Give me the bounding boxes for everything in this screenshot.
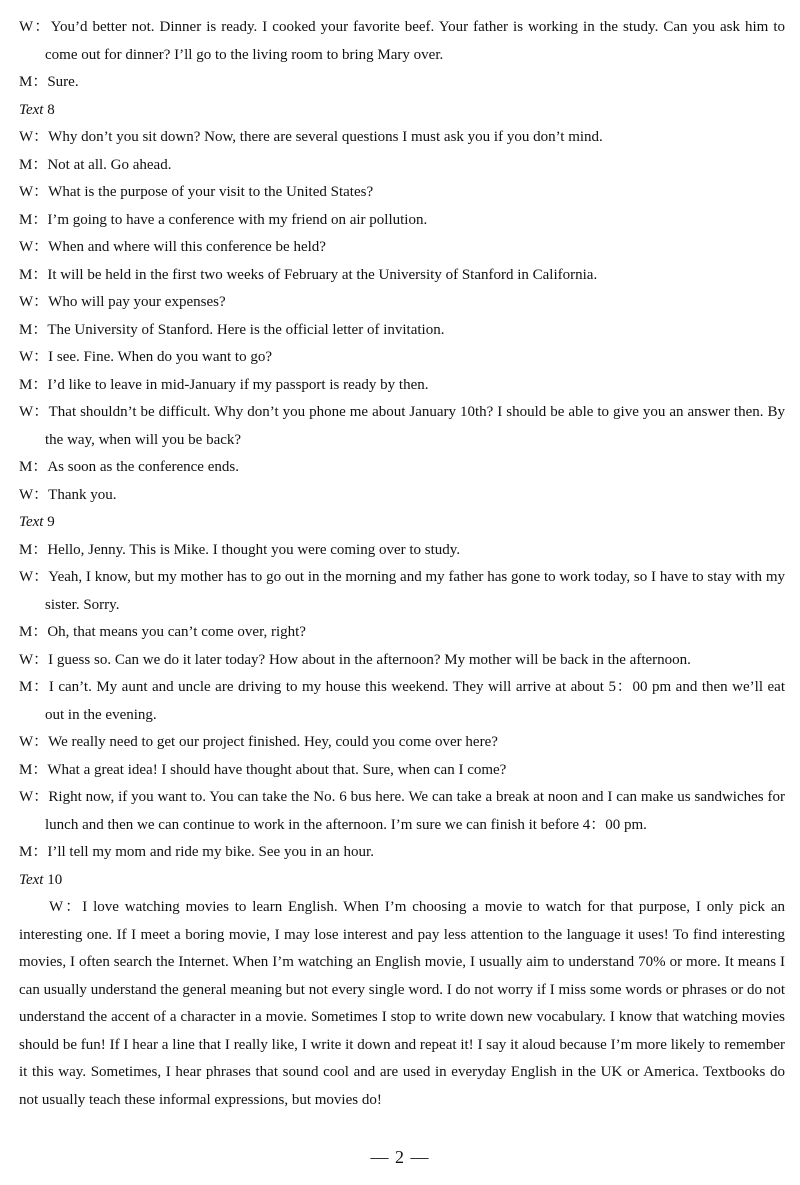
dialogue-line: M：Hello, Jenny. This is Mike. I thought you were coming over to study. (19, 541, 461, 558)
dialogue-line: M：Oh, that means you can’t come over, right? (19, 624, 306, 640)
dialogue-line: W：Yeah, I know, but my mother has to go out in the morning and my father has gone to work today, so I have to stay with my sister. Sorry. (19, 569, 785, 613)
dialogue-line: W：Right now, if you want to. You can take the No. 6 bus here. We can take a break at noon and I can make us sandwiches for lunch and then we can continue to work in the afternoon. I’m sure we can finish it before 4：00 pm. (19, 789, 785, 833)
dialogue-line: W：I guess so. Can we do it later today? How about in the afternoon? My mother will be back in the afternoon. (19, 651, 691, 668)
dialogue-line: W：What is the purpose of your visit to the United States? (19, 184, 374, 200)
monologue-paragraph: W：I love watching movies to learn English. When I’m choosing a movie to watch for that purpose, I only pick an interesting one. If I meet a boring movie, I may lose interest and pay less attention to the language it uses! To find interesting movies, I often search the Internet. When I’m watching an English movie, I usually aim to understand 70% or more. It means I can usually understand the general meaning but not every single word. I do not worry if I miss some words or phrases or do not understand the accent of a character in a movie. Sometimes I stop to write down new vocabulary. I know that watching movies should be fun! If I hear a line that I really like, I write it down and repeat it! I say it aloud because I’m more likely to remember it this way. Sometimes, I hear phrases that sound cool and are used in everyday English in the UK or America. Textbooks do not usually teach these informal expressions, but movies do! (19, 899, 785, 1108)
dialogue-line: W：Why don’t you sit down? Now, there are several questions I must ask you if you don’t mind. (19, 129, 603, 145)
dialogue-line: M：As soon as the conference ends. (19, 459, 239, 475)
dialogue-line: M：What a great idea! I should have thought about that. Sure, when can I come? (19, 761, 507, 778)
text-number: 10 (47, 871, 63, 888)
dialogue-line: M：Not at all. Go ahead. (19, 156, 172, 173)
page-number: — 2 — (370, 1147, 430, 1167)
dialogue-line: M：The University of Stanford. Here is the official letter of invitation. (19, 321, 445, 338)
dialogue-line: M：I’m going to have a conference with my friend on air pollution. (19, 211, 428, 228)
dialogue-line: M：Sure. (19, 74, 79, 90)
text-number: 9 (47, 514, 55, 530)
dialogue-line: W：Who will pay your expenses? (19, 294, 226, 310)
dialogue-line: W：Thank you. (19, 486, 117, 503)
dialogue-line: M：It will be held in the first two weeks of February at the University of Stanford in California. (19, 266, 598, 283)
text-number: 8 (47, 101, 55, 118)
text-label: Text (19, 514, 44, 530)
dialogue-line: M：I’ll tell my mom and ride my bike. See you in an hour. (19, 844, 374, 860)
dialogue-line: W：We really need to get our project finished. Hey, could you come over here? (19, 734, 498, 750)
text-10-heading (19, 867, 785, 895)
dialogue-line: M：I can’t. My aunt and uncle are driving to my house this weekend. They will arrive at about 5：00 pm and then we’ll eat out in the evening. (19, 679, 785, 723)
dialogue-line: M：I’d like to leave in mid-January if my passport is ready by then. (19, 376, 429, 393)
text-9-heading (19, 509, 785, 537)
transcript (19, 14, 785, 1114)
dialogue-line: W：I see. Fine. When do you want to go? (19, 349, 273, 365)
dialogue-line: W：When and where will this conference be held? (19, 239, 326, 255)
dialogue-line: W：You’d better not. Dinner is ready. I cooked your favorite beef. Your father is working in the study. Can you ask him to come out for dinner? I’ll go to the living room to bring Mary over. (19, 19, 785, 63)
text-label: Text (19, 871, 44, 888)
text-label: Text (19, 101, 44, 118)
text-8-heading (19, 97, 785, 125)
dialogue-line: W：That shouldn’t be difficult. Why don’t you phone me about January 10th? I should be able to give you an answer then. By the way, when will you be back? (19, 404, 785, 448)
